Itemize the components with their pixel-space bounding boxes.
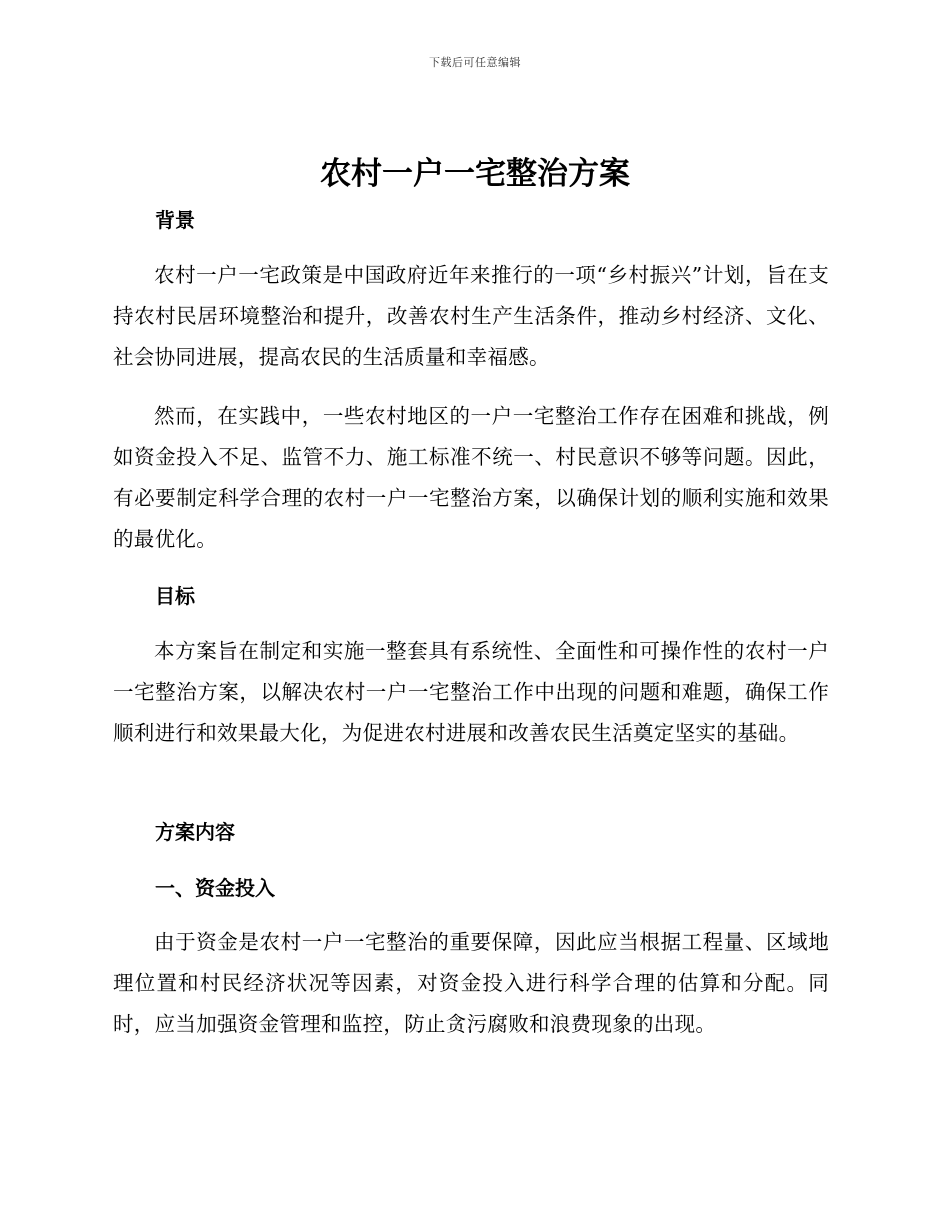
- paragraph-background-1: 农村一户一宅政策是中国政府近年来推行的一项“乡村振兴”计划，旨在支持农村民居环境整治和提升，改善农村生产生活条件，推动乡村经济、文化、社会协同进展，提高农民的生活质量和幸福感。: [113, 263, 829, 369]
- heading-background: 背景: [155, 208, 195, 232]
- paragraph-funding-1: 由于资金是农村一户一宅整治的重要保障，因此应当根据工程量、区域地理位置和村民经济状况等因素，对资金投入进行科学合理的估算和分配。同时，应当加强资金管理和监控，防止贪污腐败和浪费现象的出现。: [113, 930, 829, 1036]
- paragraph-background-2: 然而，在实践中，一些农村地区的一户一宅整治工作存在困难和挑战，例如资金投入不足、监管不力、施工标准不统一、村民意识不够等问题。因此，有必要制定科学合理的农村一户一宅整治方案，以确保计划的顺利实施和效果的最优化。: [113, 404, 829, 551]
- paragraph-goal-1: 本方案旨在制定和实施一整套具有系统性、全面性和可操作性的农村一户一宅整治方案，以解决农村一户一宅整治工作中出现的问题和难题，确保工作顺利进行和效果最大化，为促进农村进展和改善农民生活奠定坚实的基础。: [113, 639, 829, 745]
- heading-content: 方案内容: [155, 820, 235, 844]
- heading-goal: 目标: [155, 584, 195, 608]
- header-note: 下载后可任意编辑: [429, 56, 521, 69]
- heading-funding: 一、资金投入: [155, 876, 275, 900]
- document-title: 农村一户一宅整治方案: [320, 156, 630, 192]
